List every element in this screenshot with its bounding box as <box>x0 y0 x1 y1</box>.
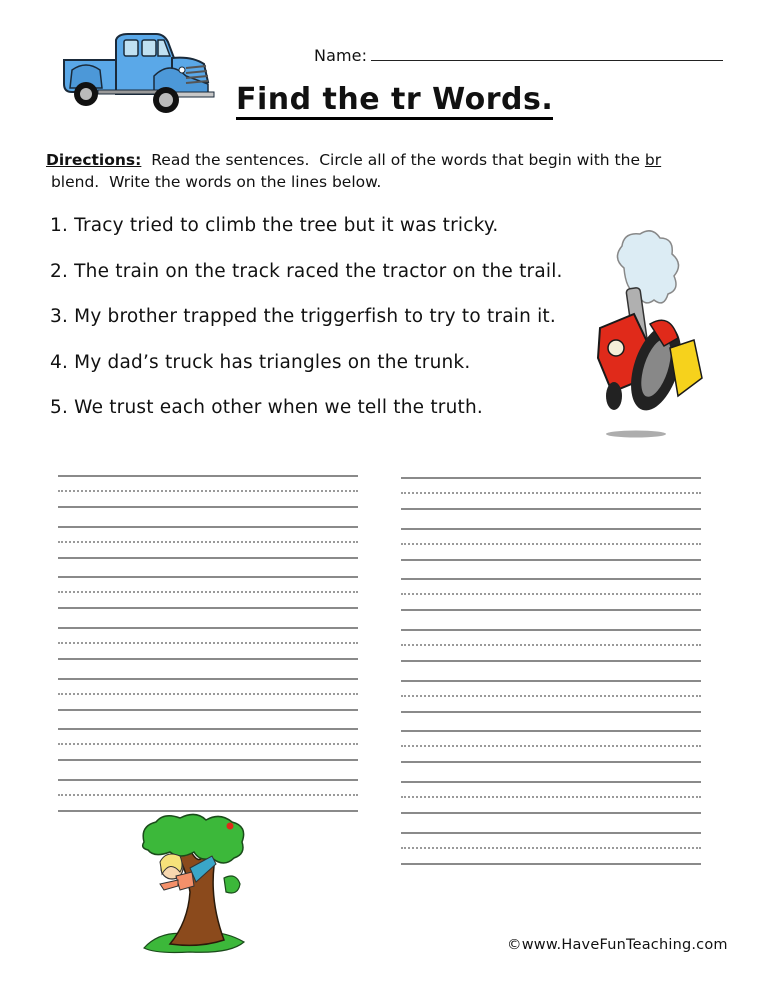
writing-line[interactable] <box>401 730 701 763</box>
tree-illustration <box>140 812 250 954</box>
writing-line[interactable] <box>401 578 701 611</box>
writing-line[interactable] <box>401 680 701 713</box>
directions <box>46 149 736 193</box>
writing-line[interactable] <box>58 475 358 508</box>
writing-line[interactable] <box>58 526 358 559</box>
name-label: Name: <box>314 46 368 65</box>
page-title: Find the tr Words. <box>236 84 553 120</box>
writing-line[interactable] <box>401 629 701 662</box>
writing-line[interactable] <box>401 528 701 561</box>
directions-blend: br <box>644 151 662 169</box>
sentence-item: 1. Tracy tried to climb the tree but it was tricky. <box>50 215 499 236</box>
writing-line[interactable] <box>401 477 701 510</box>
title-blend: tr <box>391 82 422 117</box>
sentence-item: 3. My brother trapped the triggerfish to try to train it. <box>50 306 556 327</box>
name-field[interactable] <box>314 46 723 65</box>
writing-lines-left[interactable] <box>58 475 358 830</box>
writing-lines-right[interactable] <box>401 477 701 883</box>
sentence-item: 4. My dad’s truck has triangles on the trunk. <box>50 351 471 373</box>
writing-line[interactable] <box>401 781 701 814</box>
directions-text-1: Read the sentences. Circle all of the words that begin with the <box>141 151 645 169</box>
writing-line[interactable] <box>58 576 358 609</box>
directions-text-2: blend. Write the words on the lines below. <box>46 173 382 191</box>
copyright-footer: ©www.HaveFunTeaching.com <box>507 937 728 953</box>
writing-line[interactable] <box>58 728 358 761</box>
writing-line[interactable] <box>58 779 358 812</box>
directions-label: Directions: <box>46 151 142 169</box>
sentence-item: 2. The train on the track raced the tractor on the trail. <box>50 260 563 282</box>
name-blank-line[interactable] <box>371 46 723 61</box>
writing-line[interactable] <box>401 832 701 865</box>
truck-illustration <box>58 30 218 114</box>
tractor-illustration <box>594 228 704 443</box>
sentence-item: 5. We trust each other when we tell the truth. <box>50 397 483 418</box>
writing-line[interactable] <box>58 678 358 711</box>
sentence-list <box>50 213 563 441</box>
writing-line[interactable] <box>58 627 358 660</box>
